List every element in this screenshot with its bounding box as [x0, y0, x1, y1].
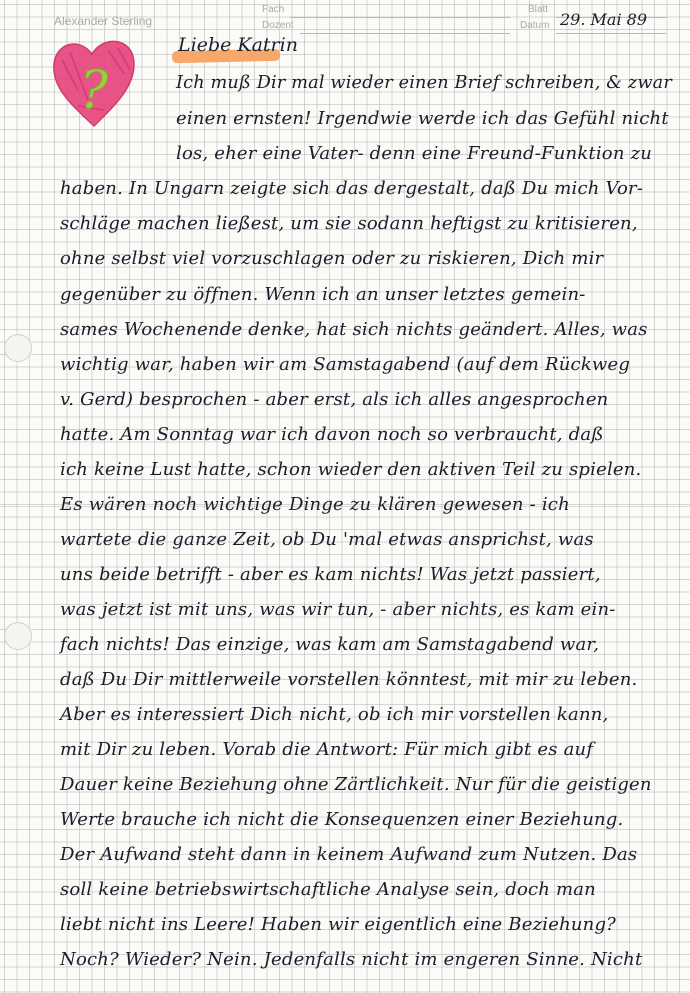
letter-line: v. Gerd) besprochen - aber erst, als ich alles angesprochen	[60, 389, 609, 410]
letter-line: Es wären noch wichtige Dinge zu klären gewesen - ich	[60, 494, 570, 515]
field-label-dozent: Dozent	[262, 20, 294, 31]
letter-line: sames Wochenende denke, hat sich nichts geändert. Alles, was	[60, 319, 648, 340]
field-label-fach: Fach	[262, 4, 285, 15]
letter-line: hatte. Am Sonntag war ich davon noch so verbraucht, daß	[60, 424, 604, 445]
heart-icon	[48, 30, 140, 130]
letter-line: Dauer keine Beziehung ohne Zärtlichkeit. Nur für die geistigen	[60, 774, 652, 795]
letter-line: schläge machen ließest, um sie sodann heftigst zu kritisieren,	[60, 213, 638, 234]
letter-line: ich keine Lust hatte, schon wieder den aktiven Teil zu spielen.	[60, 459, 642, 480]
letter-line: ohne selbst viel vorzuschlagen oder zu riskieren, Dich mir	[60, 248, 604, 269]
letter-line: gegenüber zu öffnen. Wenn ich an unser letztes gemein-	[60, 284, 586, 305]
letter-line: Ich muß Dir mal wieder einen Brief schreiben, & zwar	[176, 72, 672, 93]
letter-line: liebt nicht ins Leere! Haben wir eigentlich eine Beziehung?	[60, 914, 617, 935]
question-mark: ?	[80, 61, 108, 121]
field-label-datum: Datum	[520, 20, 550, 31]
fach-line	[290, 17, 510, 18]
printed-name: Alexander Sterling	[54, 14, 153, 28]
greeting: Liebe Katrin	[178, 34, 298, 56]
datum-line	[556, 33, 666, 34]
letter-line: Aber es interessiert Dich nicht, ob ich mir vorstellen kann,	[60, 704, 609, 725]
punch-hole	[4, 622, 32, 650]
letter-line: fach nichts! Das einzige, was kam am Samstagabend war,	[60, 634, 600, 655]
letter-line: los, eher eine Vater- denn eine Freund-Funktion zu	[176, 143, 653, 164]
letter-line: einen ernsten! Irgendwie werde ich das Gefühl nicht	[176, 108, 669, 129]
letter-line: haben. In Ungarn zeigte sich das dergestalt, daß Du mich Vor-	[60, 178, 644, 199]
handwritten-date: 29. Mai 89	[560, 10, 648, 29]
field-label-blatt: Blatt	[528, 4, 549, 15]
letter-line: Der Aufwand steht dann in keinem Aufwand zum Nutzen. Das	[60, 844, 638, 865]
letter-line: soll keine betriebswirtschaftliche Analyse sein, doch man	[60, 879, 596, 900]
punch-hole	[4, 334, 32, 362]
letter-line: was jetzt ist mit uns, was wir tun, - aber nichts, es kam ein-	[60, 599, 616, 620]
letter-line: uns beide betrifft - aber es kam nichts! Was jetzt passiert,	[60, 564, 601, 585]
letter-line: Werte brauche ich nicht die Konsequenzen einer Beziehung.	[60, 809, 624, 830]
letter-line: mit Dir zu leben. Vorab die Antwort: Für mich gibt es auf	[60, 739, 594, 760]
letter-line: wartete die ganze Zeit, ob Du 'mal etwas ansprichst, was	[60, 529, 594, 550]
dozent-line	[300, 33, 510, 34]
paper-fold	[0, 506, 690, 507]
letter-line: daß Du Dir mittlerweile vorstellen könntest, mit mir zu leben.	[60, 669, 638, 690]
letter-line: wichtig war, haben wir am Samstagabend (auf dem Rückweg	[60, 354, 631, 375]
letter-line: Noch? Wieder? Nein. Jedenfalls nicht im engeren Sinne. Nicht	[60, 949, 643, 970]
